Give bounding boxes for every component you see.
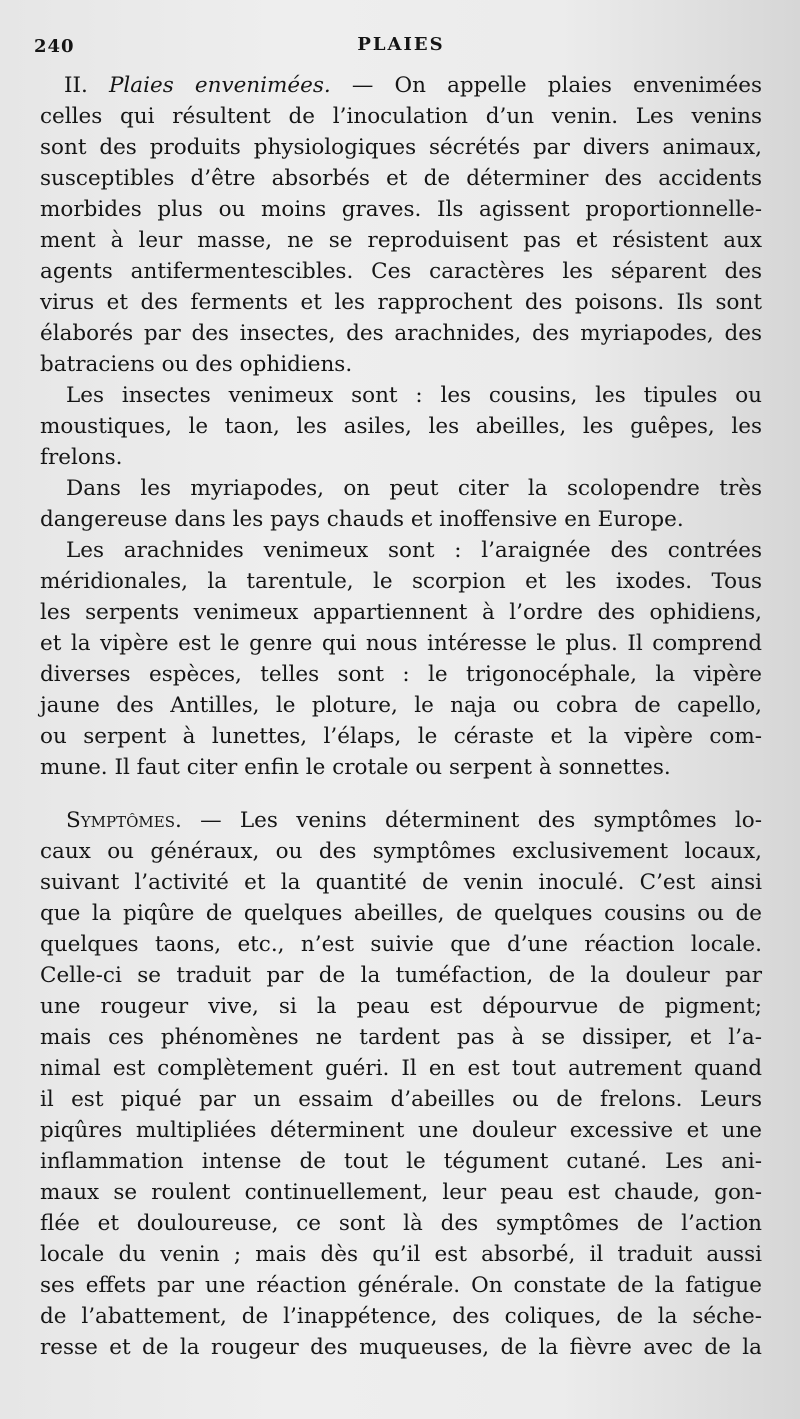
section-spacer xyxy=(40,783,762,805)
text-line xyxy=(40,70,762,101)
text-line: les serpents venimeux appartiennent à l’ordre des ophidiens, xyxy=(40,600,762,625)
text-line: morbides plus ou moins graves. Ils agissent proportionnelle- xyxy=(40,197,762,222)
text-line: Les arachnides venimeux sont : l’araignée des contrées xyxy=(66,538,762,563)
text-line: flée et douloureuse, ce sont là des symptômes de l’action xyxy=(40,1211,762,1236)
text-line: ou serpent à lunettes, l’élaps, le céraste et la vipère com- xyxy=(40,724,762,749)
text-line: resse et de la rougeur des muqueuses, de la fièvre avec de la xyxy=(40,1335,762,1360)
text-line xyxy=(40,805,762,836)
paragraph-arachnides xyxy=(40,535,762,783)
text-line: de l’abattement, de l’inappétence, des coliques, de la séche- xyxy=(40,1304,762,1329)
text-line: moustiques, le taon, les asiles, les abeilles, les guêpes, les xyxy=(40,414,762,439)
text-line: locale du venin ; mais dès qu’il est absorbé, il traduit aussi xyxy=(40,1242,762,1267)
text-line-rest: — Les venins déterminent des symptômes lo- xyxy=(181,808,762,833)
page-header xyxy=(34,34,762,60)
text-line: une rougeur vive, si la peau est dépourvue de pigment; xyxy=(40,994,762,1019)
text-line: sont des produits physiologiques sécrétés par divers animaux, xyxy=(40,135,762,160)
text-line: il est piqué par un essaim d’abeilles ou de frelons. Leurs xyxy=(40,1087,762,1112)
text-line-rest: — On appelle plaies envenimées xyxy=(330,73,762,98)
text-line: frelons. xyxy=(40,445,123,470)
paragraph-plaies-envenimees xyxy=(40,70,762,380)
text-line: caux ou généraux, ou des symptômes exclusivement locaux, xyxy=(40,839,762,864)
text-line: Les insectes venimeux sont : les cousins, les tipules ou xyxy=(66,383,762,408)
text-line: susceptibles d’être absorbés et de déterminer des accidents xyxy=(40,166,762,191)
page-number: 240 xyxy=(34,36,75,57)
paragraph-insectes xyxy=(40,380,762,473)
text-line: suivant l’activité et la quantité de venin inoculé. C’est ainsi xyxy=(40,870,762,895)
text-line: maux se roulent continuellement, leur peau est chaude, gon- xyxy=(40,1180,762,1205)
text-line: celles qui résultent de l’inoculation d’un venin. Les venins xyxy=(40,104,762,129)
text-line: mais ces phénomènes ne tardent pas à se dissiper, et l’a- xyxy=(40,1025,762,1050)
text-line: et la vipère est le genre qui nous intéresse le plus. Il comprend xyxy=(40,631,762,656)
text-line: piqûres multipliées déterminent une douleur excessive et une xyxy=(40,1118,762,1143)
text-line: que la piqûre de quelques abeilles, de quelques cousins ou de xyxy=(40,901,762,926)
text-line: batraciens ou des ophidiens. xyxy=(40,352,353,377)
text-line: quelques taons, etc., n’est suivie que d’une réaction locale. xyxy=(40,932,762,957)
text-line: agents antifermentescibles. Ces caractères les séparent des xyxy=(40,259,762,284)
text-line: ment à leur masse, ne se reproduisent pas et résistent aux xyxy=(40,228,762,253)
text-line: inflammation intense de tout le tégument cutané. Les ani- xyxy=(40,1149,762,1174)
running-title: PLAIES xyxy=(357,34,445,55)
text-line: dangereuse dans les pays chauds et inoffensive en Europe. xyxy=(40,507,684,532)
text-line: élaborés par des insectes, des arachnides, des myriapodes, des xyxy=(40,321,762,346)
text-line: virus et des ferments et les rapprochent des poisons. Ils sont xyxy=(40,290,762,315)
text-line: méridionales, la tarentule, le scorpion et les ixodes. Tous xyxy=(40,569,762,594)
paragraph-symptomes xyxy=(40,805,762,1363)
text-line: ses effets par une réaction générale. On constate de la fatigue xyxy=(40,1273,762,1298)
text-line: Dans les myriapodes, on peut citer la scolopendre très xyxy=(66,476,762,501)
text-line: Celle-ci se traduit par de la tuméfaction, de la douleur par xyxy=(40,963,762,988)
section-title: Plaies envenimées. xyxy=(108,73,331,98)
section-heading: Symptômes. xyxy=(66,808,182,833)
text-line: mune. Il faut citer enfin le crotale ou serpent à sonnettes. xyxy=(40,755,671,780)
text-line: diverses espèces, telles sont : le trigonocéphale, la vipère xyxy=(40,662,762,687)
paragraph-myriapodes xyxy=(40,473,762,535)
text-line: jaune des Antilles, le ploture, le naja ou cobra de capello, xyxy=(40,693,762,718)
text-line: nimal est complètement guéri. Il en est tout autrement quand xyxy=(40,1056,762,1081)
section-label: II. xyxy=(64,73,88,98)
